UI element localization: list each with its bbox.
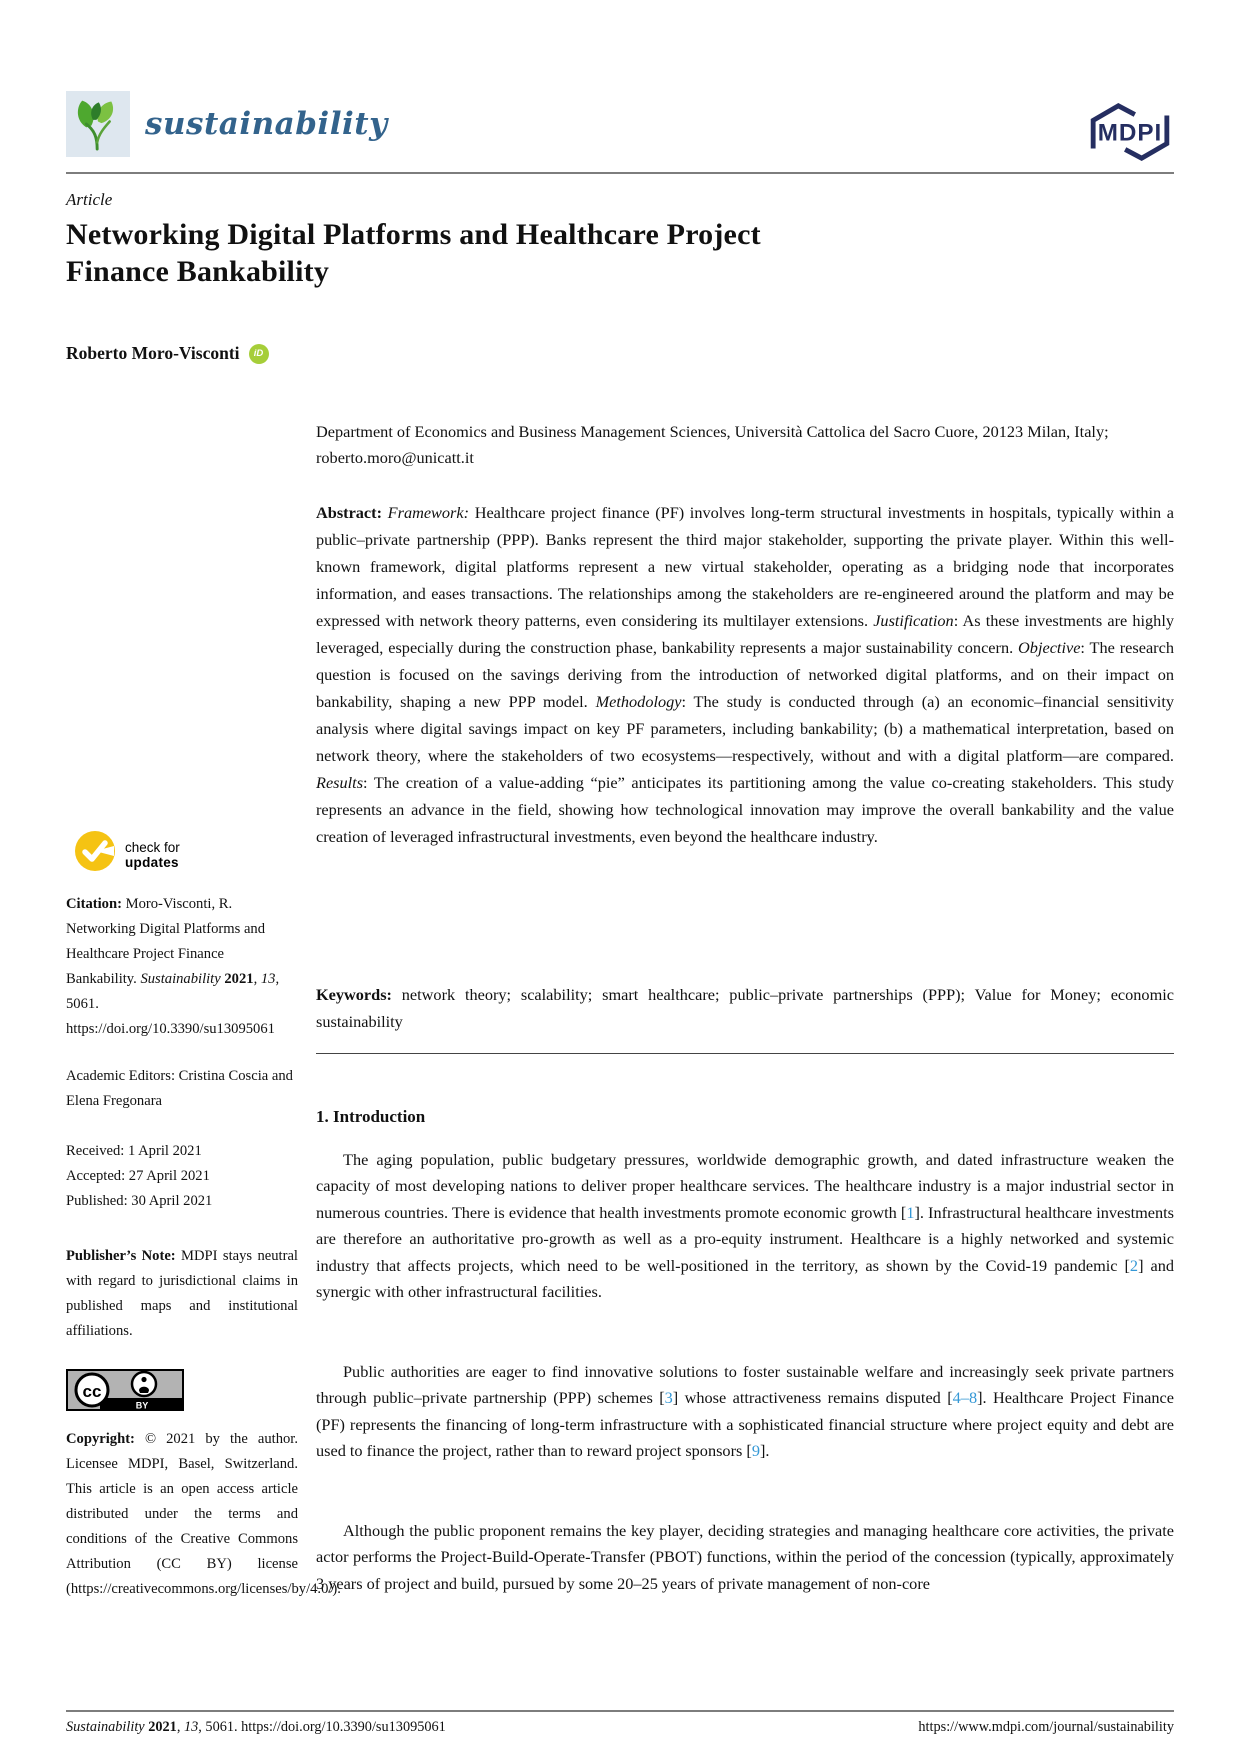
sidebar (66, 419, 341, 1627)
intro-paragraph-2: Public authorities are eager to find innovative solutions to foster sustainable welfare and increasingly seek private partners through public–private partnership (PPP) schemes [3] whose attractiveness remains disputed [4–8]. Healthcare Project Finance (PF) represents the financing of long-term infrastructure with a sophisticated financial structure where project equity and debt are used to finance the project, rather than to reward project sponsors [9]. (316, 1361, 1174, 1460)
footer-divider (66, 1710, 1174, 1712)
affiliation: Department of Economics and Business Management Sciences, Università Cattolica del Sacro Cuore, 20123 Milan, Italy; roberto.moro@unicatt.it (316, 422, 1109, 467)
reference-link[interactable]: 4–8 (952, 1388, 978, 1407)
sustainability-logo[interactable] (66, 91, 388, 157)
check-for-updates-badge[interactable] (74, 834, 298, 876)
copyright-block: Copyright: © 2021 by the author. Licensee MDPI, Basel, Switzerland. This article is an open access article distributed under the terms and conditions of the Creative Commons Attribution (CC BY) license (https://creativecommons.org/licenses/by/4.0/). (66, 1431, 341, 1597)
keywords-paragraph: Keywords: network theory; scalability; smart healthcare; public–private partnerships (PPP); Value for Money; economic sustainability (316, 985, 1174, 1031)
intro-paragraph-3: Although the public proponent remains the key player, deciding strategies and managing healthcare core activities, the private actor performs the Project-Build-Operate-Transfer (PBOT) functions, within the period of the concession (typically, approximately 3 years of project and build, pursued by some 20–25 years of private management of non-core (316, 1520, 1174, 1593)
footer (66, 1710, 1174, 1736)
article-dates (66, 1139, 298, 1214)
mdpi-logo[interactable] (1086, 100, 1174, 169)
svg-text:MDPI: MDPI (1097, 119, 1163, 147)
page-title: Networking Digital Platforms and Healthcare Project Finance Bankability (66, 218, 761, 288)
abstract-paragraph: Abstract: Framework: Healthcare project finance (PF) involves long-term structural investments in hospitals, typically within a public–private partnership (PPP). Banks represent the third major stakeholder, supporting the private player. Within this well-known framework, digital platforms represent a new virtual stakeholder, operating as a bridging node that incorporates information, and eases transactions. The relationships among the stakeholders are re-engineered around the platform and may be expressed with network theory patterns, even considering its multilayer extensions. Justification: As these investments are highly leveraged, especially during the construction phase, bankability represents a major sustainability concern. Objective: The research question is focused on the savings deriving from the introduction of networked digital platforms, and on their impact on bankability, shaping a new PPP model. Methodology: The study is conducted through (a) an economic–financial sensitivity analysis where digital savings impact on key PF parameters, including bankability; (b) a mathematical interpretation, based on network theory, where the stakeholders of two ecosystems—respectively, without and with a digital platform—are compared. Results: The creation of a value-adding “pie” anticipates its partitioning among the value co-creating stakeholders. This study represents an advance in the field, showing how technological innovation may improve the overall bankability and the value creation of leveraged infrastructural investments, even beyond the healthcare industry. (316, 503, 1174, 846)
masthead (66, 0, 1174, 172)
received-date: Received: 1 April 2021 (66, 1143, 202, 1159)
academic-editors: Academic Editors: Cristina Coscia and Elena Fregonara (66, 1068, 293, 1109)
citation-block: Citation: Moro-Visconti, R. Networking Digital Platforms and Healthcare Project Finance Bankability. Sustainability 2021, 13, 5061. https://doi.org/10.3390/su13095061 (66, 896, 280, 1037)
intro-heading: 1. Introduction (316, 1107, 426, 1126)
header-divider (66, 172, 1174, 174)
svg-text:cc: cc (82, 1382, 102, 1401)
section-divider (316, 1053, 1174, 1054)
journal-url-link[interactable]: https://www.mdpi.com/journal/sustainability (918, 1719, 1174, 1735)
orcid-icon[interactable]: iD (249, 344, 269, 364)
cc-by-badge[interactable] (66, 1369, 184, 1411)
author-name: Roberto Moro-Visconti (66, 343, 240, 363)
reference-link[interactable]: 1 (906, 1202, 915, 1222)
check-for-updates-label: check for updates (125, 840, 180, 870)
article-type-label: Article (66, 190, 113, 209)
reference-link[interactable]: 3 (664, 1388, 673, 1407)
cc-by-label: BY (135, 1400, 149, 1411)
main-column (316, 419, 1174, 1627)
reference-link[interactable]: 2 (1129, 1255, 1139, 1275)
reference-link[interactable]: 9 (751, 1441, 760, 1460)
two-column-layout (66, 419, 1174, 1627)
author-line (66, 343, 1174, 364)
published-date: Published: 30 April 2021 (66, 1193, 213, 1209)
accepted-date: Accepted: 27 April 2021 (66, 1168, 210, 1184)
plant-icon (66, 91, 130, 157)
intro-paragraph-1: The aging population, public budgetary pressures, worldwide demographic growth, and dated infrastructure weaken the capacity of most developing nations to deliver proper healthcare services. The healthcare industry is a major industrial sector in numerous countries. There is evidence that health investments promote economic growth [1]. Infrastructural healthcare investments are therefore an authoritative pro-growth as well as a pro-equity instrument. Healthcare is a highly networked and systemic industry that affects projects, which need to be well-positioned in the territory, as shown by the Covid-19 pandemic [2] and synergic with other infrastructural facilities. (316, 1149, 1175, 1301)
publishers-note: Publisher’s Note: MDPI stays neutral with regard to jurisdictional claims in published maps and institutional affiliations. (66, 1248, 298, 1339)
check-icon (74, 830, 116, 881)
journal-name: sustainability (145, 106, 388, 142)
footer-citation: Sustainability 2021, 13, 5061. https://doi.org/10.3390/su13095061 (66, 1719, 446, 1735)
